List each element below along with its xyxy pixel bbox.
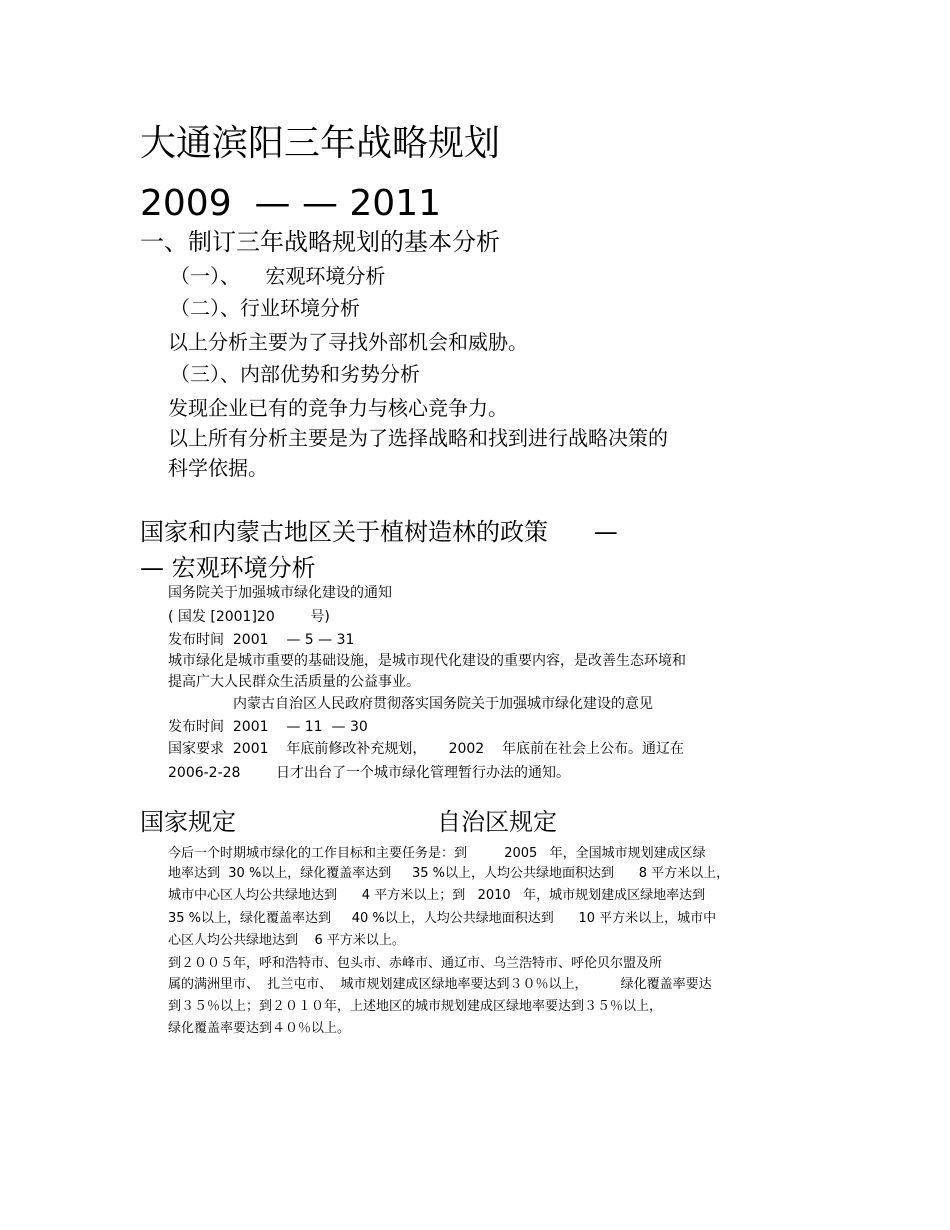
section3-heading-national: 国家规定 (140, 808, 236, 836)
regulation-line: 地率达到 30 %以上，绿化覆盖率达到 35 %以上，人均公共绿地面积达到 8 平方米以上， (168, 866, 730, 881)
regulation-line: 到３５％以上；到２０１０年，上述地区的城市规划建成区绿地率要达到３５％以上， (168, 999, 663, 1014)
section1-note-summary-line2: 科学依据。 (168, 456, 268, 480)
policy-line: 发布时间 2001 — 11 — 30 (168, 719, 368, 735)
regulation-line: 今后一个时期城市绿化的工作目标和主要任务是：到 2005 年，全国城市规划建成区绿 (168, 846, 706, 861)
policy-line: ( 国发 [2001]20 号) (168, 609, 330, 625)
section1-note-summary-line1: 以上所有分析主要是为了选择战略和找到进行战略决策的 (168, 426, 668, 450)
regulation-line: 35 %以上，绿化覆盖率达到 40 %以上，人均公共绿地面积达到 10 平方米以上，城市中 (168, 911, 717, 926)
document-title: 大通滨阳三年战略规划 (140, 123, 501, 164)
policy-line: 2006-2-28 日才出台了一个城市绿化管理暂行办法的通知。 (168, 765, 571, 781)
policy-line: 城市绿化是城市重要的基础设施，是城市现代化建设的重要内容，是改善生态环境和 (168, 653, 686, 669)
section3-heading-regional: 自治区规定 (437, 808, 557, 836)
section1-item-industry: （二）、行业环境分析 (170, 296, 360, 320)
regulation-line: 心区人均公共绿地达到 6 平方米以上。 (168, 933, 405, 948)
policy-line: 内蒙古自治区人民政府贯彻落实国务院关于加强城市绿化建设的意见 (233, 696, 653, 712)
regulation-line: 绿化覆盖率要达到４０％以上。 (168, 1021, 351, 1036)
policy-line: 国务院关于加强城市绿化建设的通知 (168, 585, 392, 601)
section1-note-competence: 发现企业已有的竞争力与核心竞争力。 (168, 396, 508, 420)
policy-line: 发布时间 2001 — 5 — 31 (168, 632, 355, 648)
section1-item-macro: （一）、 宏观环境分析 (170, 264, 386, 288)
section1-item-internal: （三）、内部优势和劣势分析 (170, 362, 420, 386)
section1-heading: 一、制订三年战略规划的基本分析 (140, 228, 500, 256)
document-years: 2009 — — 2011 (140, 183, 442, 224)
policy-line: 提高广大人民群众生活质量的公益事业。 (168, 674, 420, 690)
policy-line: 国家要求 2001 年底前修改补充规划， 2002 年底前在社会上公布。通辽在 (168, 741, 685, 757)
section1-note-external: 以上分析主要为了寻找外部机会和威胁。 (168, 330, 528, 354)
regulation-line: 属的满洲里市、 扎兰屯市、 城市规划建成区绿地率要达到３０％以上， 绿化覆盖率要达 (168, 977, 712, 992)
regulation-line: 到２００５年，呼和浩特市、包头市、赤峰市、通辽市、乌兰浩特市、呼伦贝尔盟及所 (168, 956, 663, 971)
section2-heading-line1: 国家和内蒙古地区关于植树造林的政策 — (140, 518, 618, 546)
regulation-line: 城市中心区人均公共绿地达到 4 平方米以上；到 2010 年，城市规划建成区绿地率达到 (168, 888, 706, 903)
section2-heading-line2: — 宏观环境分析 (140, 554, 316, 582)
